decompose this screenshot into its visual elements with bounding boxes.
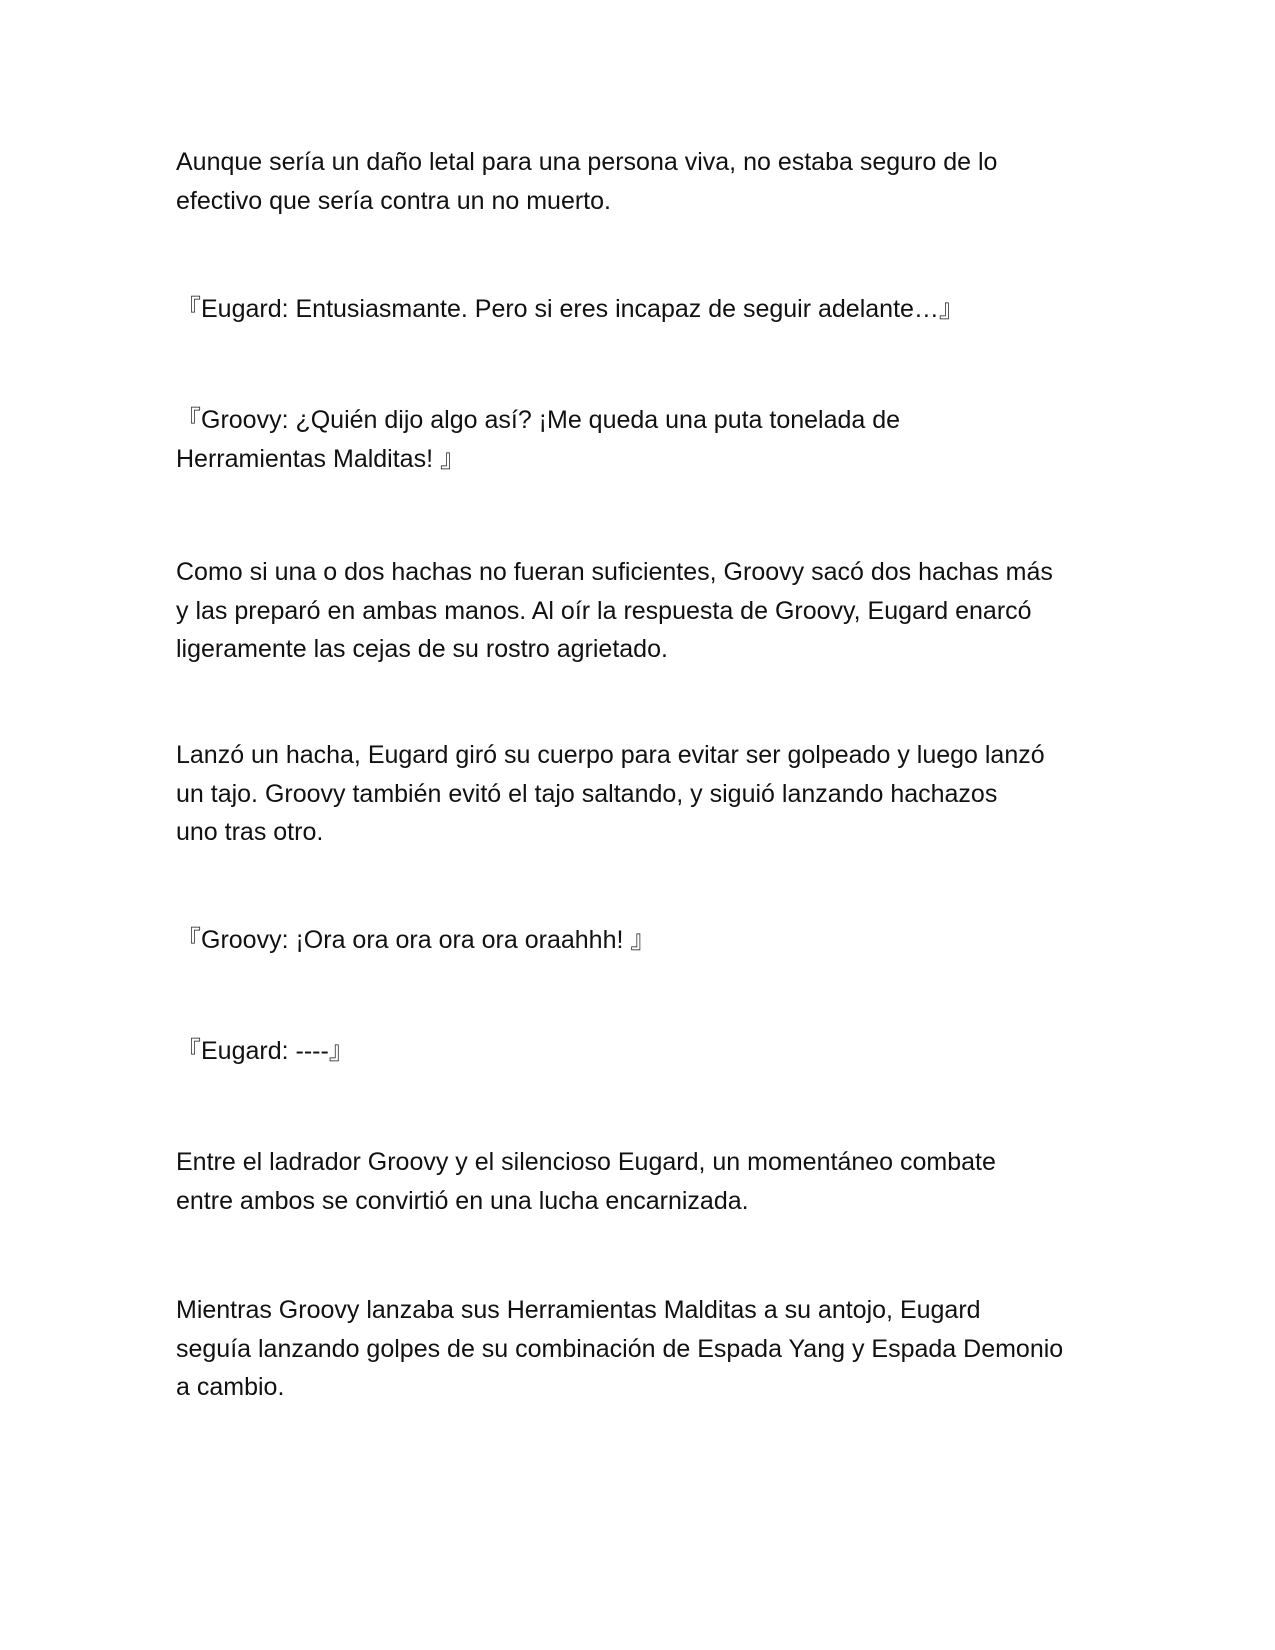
text-line: seguía lanzando golpes de su combinación de Espada Yang y Espada Demonio: [176, 1334, 1064, 1363]
text-line: uno tras otro.: [176, 818, 324, 846]
text-line: Mientras Groovy lanzaba sus Herramientas Malditas a su antojo, Eugard: [176, 1296, 981, 1324]
paragraph-4: [176, 553, 1106, 669]
paragraph-5: [176, 736, 1106, 852]
text-line: efectivo que sería contra un no muerto.: [176, 186, 611, 215]
text-line: Entre el ladrador Groovy y el silencioso Eugard, un momentáneo combate: [176, 1148, 996, 1176]
text-line: Lanzó un hacha, Eugard giró su cuerpo para evitar ser golpeado y luego lanzó: [176, 741, 1045, 769]
paragraph-9: [176, 1291, 1106, 1407]
paragraph-1: [176, 143, 1106, 220]
text-line: un tajo. Groovy también evitó el tajo saltando, y siguió lanzando hachazos: [176, 779, 998, 808]
text-line: a cambio.: [176, 1373, 285, 1401]
text-line: 『Eugard: Entusiasmante. Pero si eres incapaz de seguir adelante…』: [176, 295, 964, 323]
text-line: Aunque sería un daño letal para una persona viva, no estaba seguro de lo: [176, 148, 998, 176]
text-line: Como si una o dos hachas no fueran suficientes, Groovy sacó dos hachas más: [176, 558, 1053, 586]
text-line: 『Eugard: ----』: [176, 1037, 354, 1065]
text-line: Herramientas Malditas! 』: [176, 444, 465, 473]
text-line: ligeramente las cejas de su rostro agrietado.: [176, 635, 668, 663]
text-line: y las preparó en ambas manos. Al oír la respuesta de Groovy, Eugard enarcó: [176, 596, 1032, 625]
dialogue-groovy-1: [176, 401, 1106, 478]
paragraph-8: [176, 1143, 1106, 1220]
dialogue-eugard-2: [176, 1032, 1106, 1071]
text-line: 『Groovy: ¡Ora ora ora ora ora oraahhh! 』: [176, 926, 656, 954]
text-line: 『Groovy: ¿Quién dijo algo así? ¡Me queda una puta tonelada de: [176, 406, 901, 434]
text-line: entre ambos se convirtió en una lucha encarnizada.: [176, 1186, 749, 1215]
dialogue-groovy-2: [176, 921, 1106, 960]
dialogue-eugard-1: [176, 290, 1106, 329]
